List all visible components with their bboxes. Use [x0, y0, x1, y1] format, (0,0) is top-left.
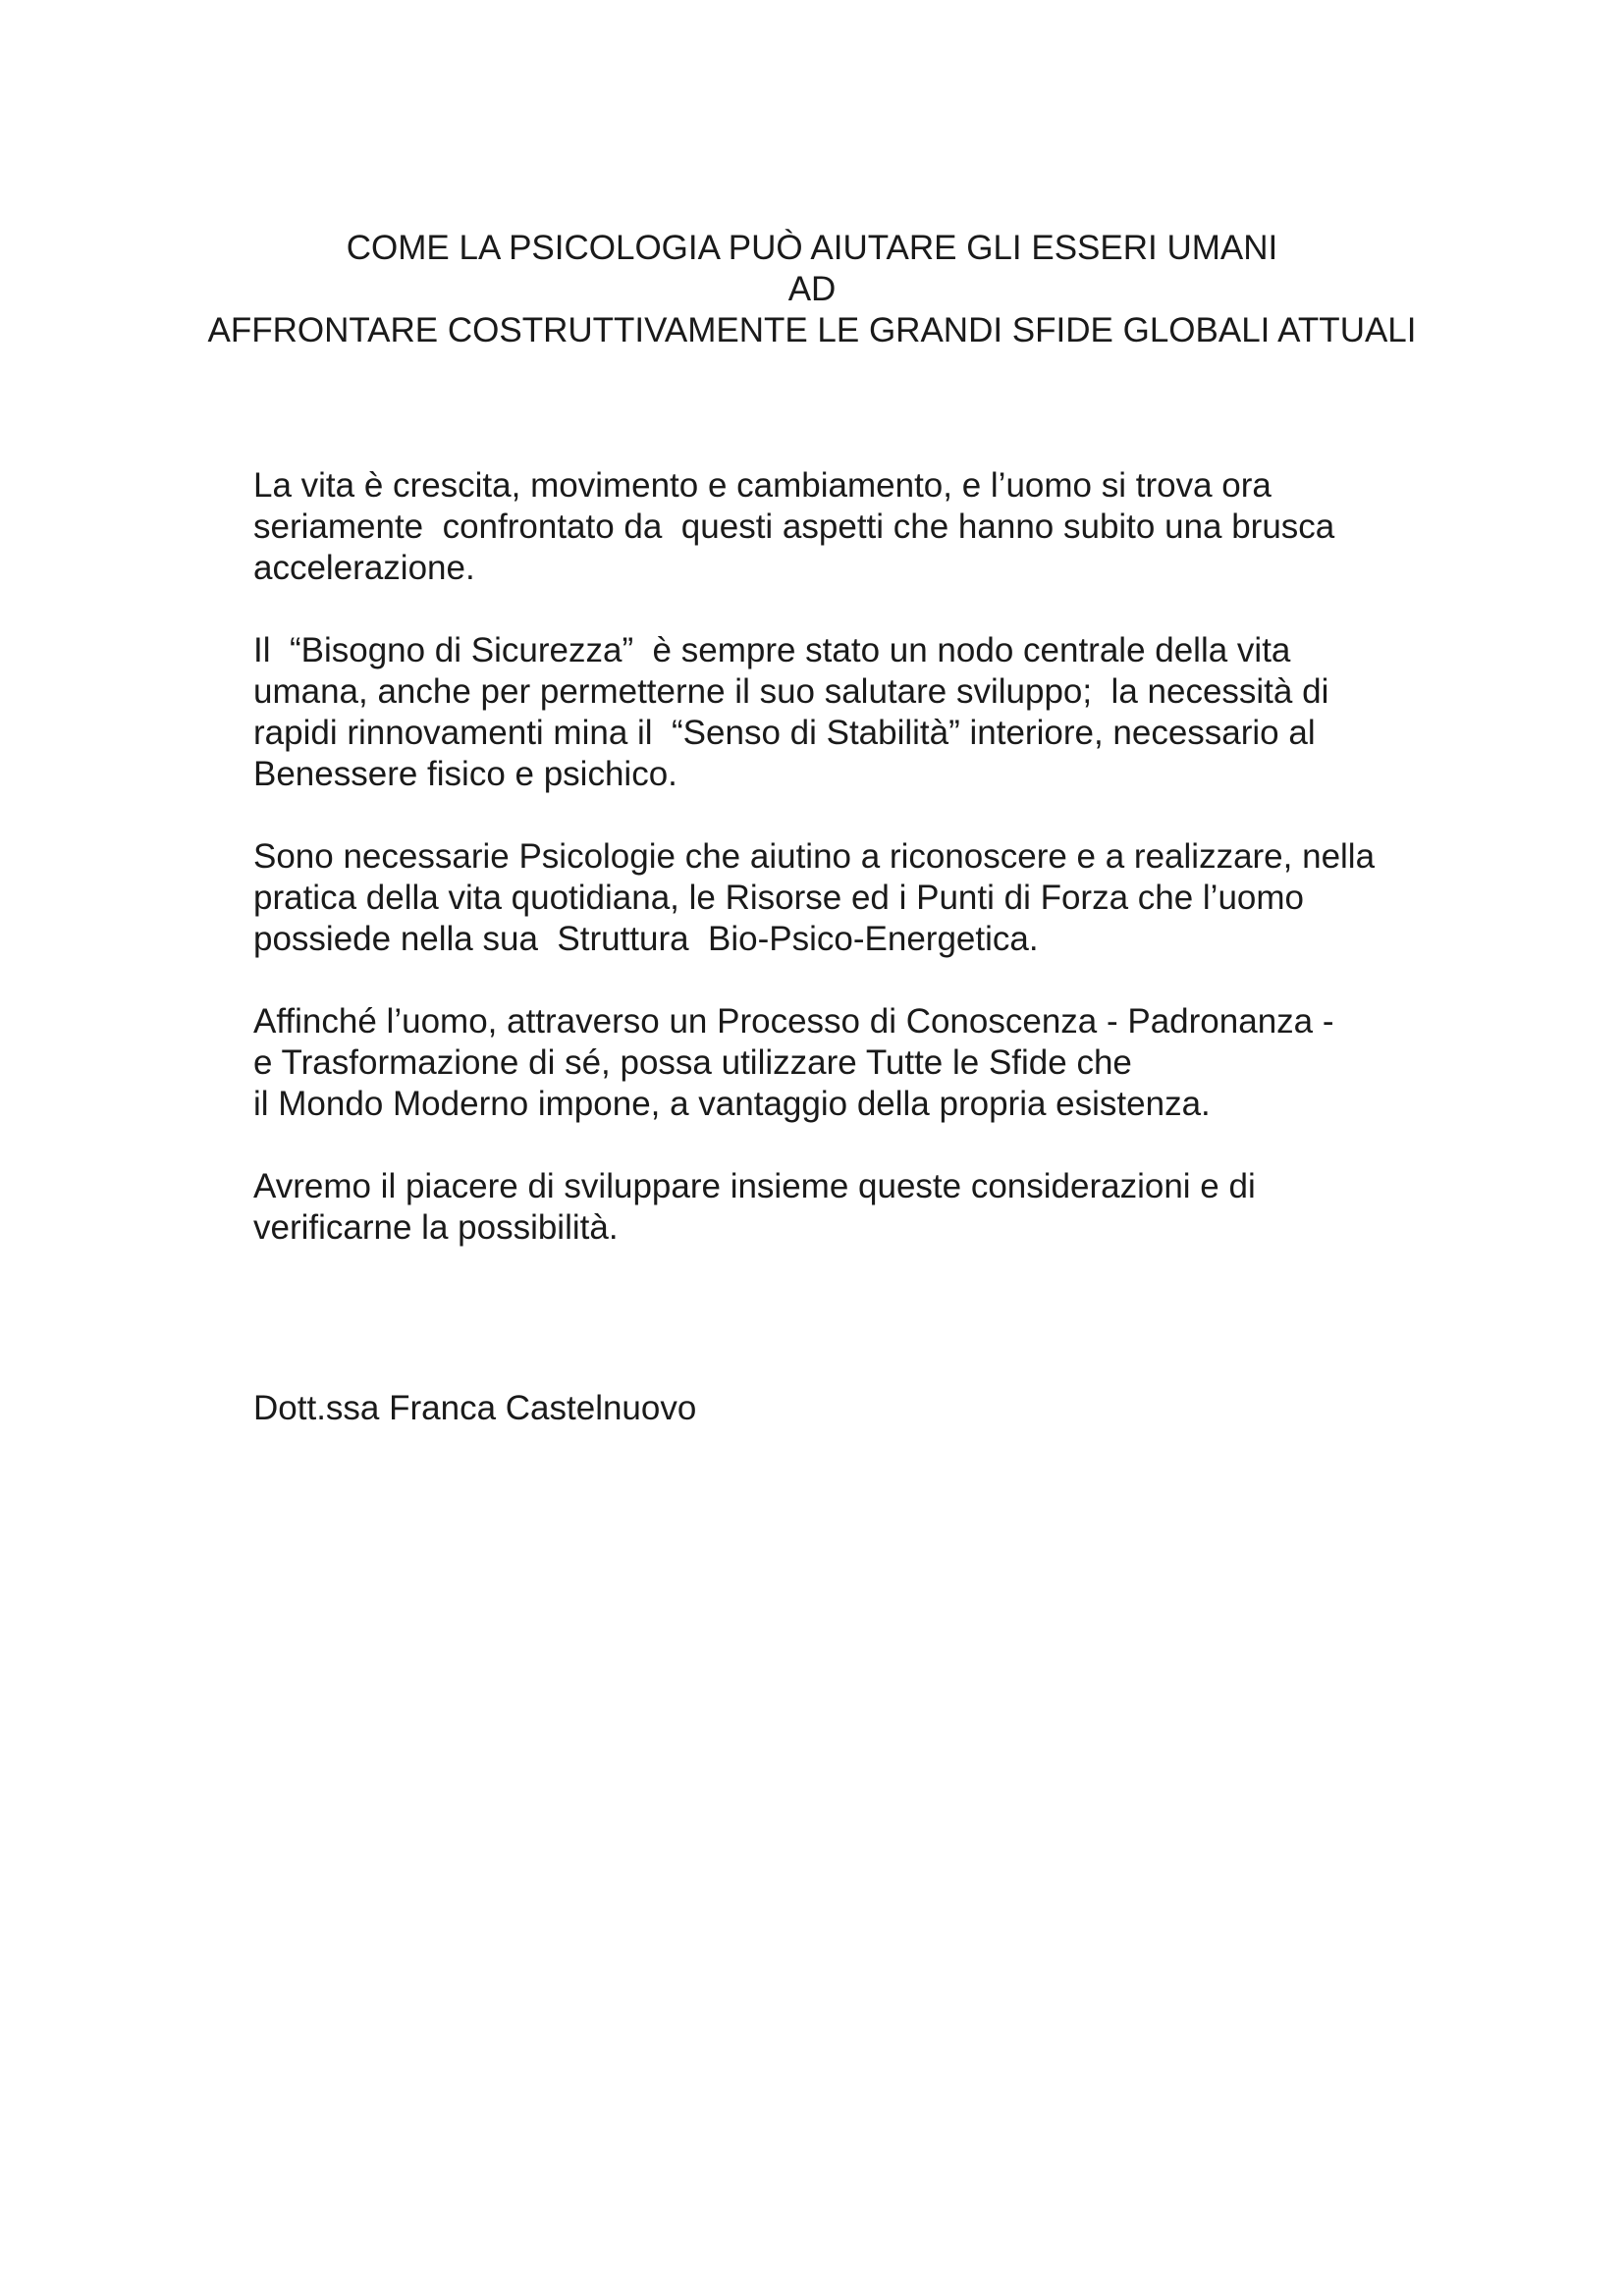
paragraph-line: rapidi rinnovamenti mina il “Senso di Stabilità” interiore, necessario al — [253, 714, 1316, 752]
title-line: AFFRONTARE COSTRUTTIVAMENTE LE GRANDI SFIDE GLOBALI ATTUALI — [207, 311, 1417, 349]
paragraph-line: Benessere fisico e psichico. — [253, 755, 677, 793]
paragraph-line: verificarne la possibilità. — [253, 1208, 619, 1247]
paragraph-line: e Trasformazione di sé, possa utilizzare Tutte le Sfide che — [253, 1043, 1132, 1082]
paragraph-line: Il “Bisogno di Sicurezza” è sempre stato un nodo centrale della vita — [253, 631, 1291, 669]
document-title — [0, 228, 1624, 351]
paragraph-line: possiede nella sua Struttura Bio-Psico-Energetica. — [253, 920, 1039, 958]
signature: Dott.ssa Franca Castelnuovo — [253, 1389, 697, 1427]
paragraph-line: Affinché l’uomo, attraverso un Processo di Conoscenza - Padronanza - — [253, 1002, 1334, 1041]
paragraph-line: Sono necessarie Psicologie che aiutino a riconoscere e a realizzare, nella — [253, 837, 1376, 876]
document-body — [253, 465, 1530, 1290]
paragraph-line: pratica della vita quotidiana, le Risorse ed i Punti di Forza che l’uomo — [253, 879, 1305, 917]
title-line: AD — [787, 270, 837, 308]
paragraph-line: La vita è crescita, movimento e cambiamento, e l’uomo si trova ora — [253, 466, 1272, 505]
paragraph-4 — [253, 1001, 1530, 1125]
paragraph-1 — [253, 465, 1530, 589]
paragraph-5 — [253, 1166, 1530, 1249]
paragraph-line: umana, anche per permetterne il suo salutare sviluppo; la necessità di — [253, 672, 1329, 711]
paragraph-line: Avremo il piacere di sviluppare insieme queste considerazioni e di — [253, 1167, 1256, 1205]
title-line: COME LA PSICOLOGIA PUÒ AIUTARE GLI ESSERI UMANI — [346, 229, 1278, 267]
paragraph-3 — [253, 836, 1530, 960]
paragraph-line: accelerazione. — [253, 549, 475, 587]
paragraph-2 — [253, 630, 1530, 795]
paragraph-line: seriamente confrontato da questi aspetti che hanno subito una brusca — [253, 507, 1335, 546]
paragraph-line: il Mondo Moderno impone, a vantaggio della propria esistenza. — [253, 1085, 1211, 1123]
